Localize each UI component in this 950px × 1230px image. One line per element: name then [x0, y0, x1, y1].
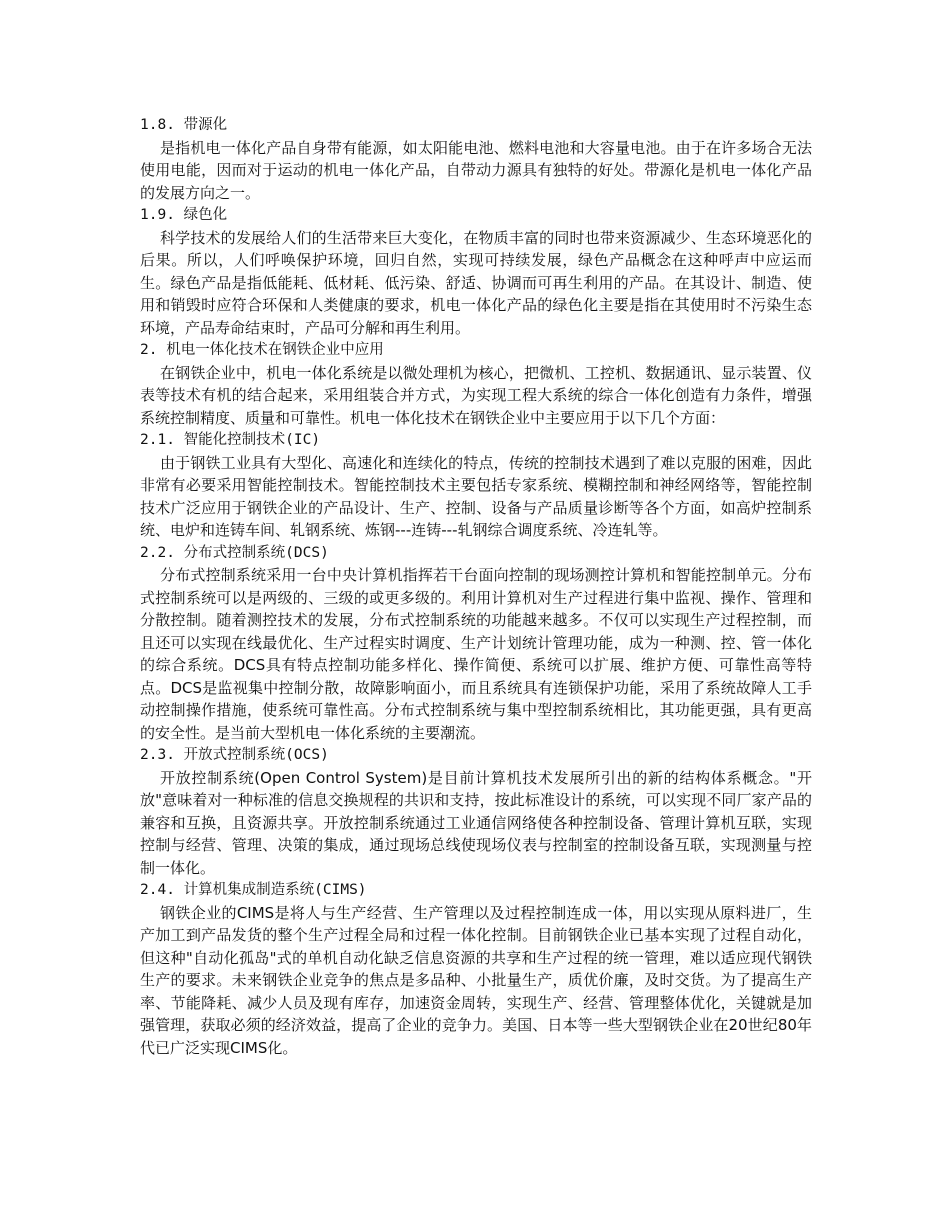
section-heading: 2.4. 计算机集成制造系统(CIMS) — [140, 882, 367, 898]
section-paragraph: 科学技术的发展给人们的生活带来巨大变化，在物质丰富的同时也带来资源减少、生态环境恶化的后果。所以，人们呼唤保护环境，回归自然，实现可持续发展，绿色产品概念在这种呼声中应运而生。绿色产品是指低能耗、低材耗、低污染、舒适、协调而可再生利用的产品。在其设计、制造、使用和销毁时应符合环保和人类健康的要求，机电一体化产品的绿色化主要是指在其使用时不污染生态环境，产品寿命结束时，产品可分解和再生利用。 — [140, 228, 812, 337]
document-page — [140, 114, 812, 1059]
section-1-8 — [140, 114, 812, 204]
section-paragraph: 由于钢铁工业具有大型化、高速化和连续化的特点，传统的控制技术遇到了难以克服的困难，因此非常有必要采用智能控制技术。智能控制技术主要包括专家系统、模糊控制和神经网络等，智能控制技术广泛应用于钢铁企业的产品设计、生产、控制、设备与产品质量诊断等各个方面，如高炉控制系统、电炉和连铸车间、轧钢系统、炼钢---连铸---轧钢综合调度系统、冷连轧等。 — [140, 453, 812, 539]
section-2 — [140, 339, 812, 429]
section-heading: 2.1. 智能化控制技术(IC) — [140, 432, 321, 448]
section-2-2 — [140, 542, 812, 745]
section-2-1 — [140, 429, 812, 542]
section-paragraph: 在钢铁企业中，机电一体化系统是以微处理机为核心，把微机、工控机、数据通讯、显示装置、仪表等技术有机的结合起来，采用组装合并方式，为实现工程大系统的综合一体化创造有力条件，增强系统控制精度、质量和可靠性。机电一体化技术在钢铁企业中主要应用于以下几个方面： — [140, 363, 812, 427]
section-heading: 2.2. 分布式控制系统(DCS) — [140, 544, 329, 561]
section-1-9 — [140, 204, 812, 339]
section-heading: 2.3. 开放式控制系统(OCS) — [140, 747, 329, 763]
section-paragraph: 分布式控制系统采用一台中央计算机指挥若干台面向控制的现场测控计算机和智能控制单元。分布式控制系统可以是两级的、三级的或更多级的。利用计算机对生产过程进行集中监视、操作、管理和分散控制。随着测控技术的发展，分布式控制系统的功能越来越多。不仅可以实现生产过程控制，而且还可以实现在线最优化、生产过程实时调度、生产计划统计管理功能，成为一种测、控、管一体化的综合系统。DCS具有特点控制功能多样化、操作简便、系统可以扩展、维护方便、可靠性高等特点。DCS是监视集中控制分散，故障影响面小，而且系统具有连锁保护功能，采用了系统故障人工手动控制操作措施，使系统可靠性高。分布式控制系统与集中型控制系统相比，其功能更强，具有更高的安全性。是当前大型机电一体化系统的主要潮流。 — [140, 566, 812, 742]
section-heading: 2. 机电一体化技术在钢铁企业中应用 — [140, 342, 384, 358]
section-2-3 — [140, 744, 812, 879]
section-heading: 1.8. 带源化 — [140, 117, 228, 133]
section-2-4 — [140, 879, 812, 1059]
section-paragraph: 钢铁企业的CIMS是将人与生产经营、生产管理以及过程控制连成一体，用以实现从原料进厂，生产加工到产品发货的整个生产过程全局和过程一体化控制。目前钢铁企业已基本实现了过程自动化，但这种"自动化孤岛"式的单机自动化缺乏信息资源的共享和生产过程的统一管理，难以适应现代钢铁生产的要求。未来钢铁企业竞争的焦点是多品种、小批量生产，质优价廉，及时交货。为了提高生产率、节能降耗、减少人员及现有库存，加速资金周转，实现生产、经营、管理整体优化，关键就是加强管理，获取必须的经济效益，提高了企业的竞争力。美国、日本等一些大型钢铁企业在20世纪80年代已广泛实现CIMS化。 — [140, 903, 812, 1057]
section-heading: 1.9. 绿色化 — [140, 207, 228, 223]
section-paragraph: 是指机电一体化产品自身带有能源，如太阳能电池、燃料电池和大容量电池。由于在许多场合无法使用电能，因而对于运动的机电一体化产品，自带动力源具有独特的好处。带源化是机电一体化产品的发展方向之一。 — [140, 138, 812, 202]
section-paragraph: 开放控制系统(Open Control System)是目前计算机技术发展所引出的新的结构体系概念。"开放"意味着对一种标准的信息交换规程的共识和支持，按此标准设计的系统，可以实现不同厂家产品的兼容和互换，且资源共享。开放控制系统通过工业通信网络使各种控制设备、管理计算机互联，实现控制与经营、管理、决策的集成，通过现场总线使现场仪表与控制室的控制设备互联，实现测量与控制一体化。 — [140, 768, 812, 877]
